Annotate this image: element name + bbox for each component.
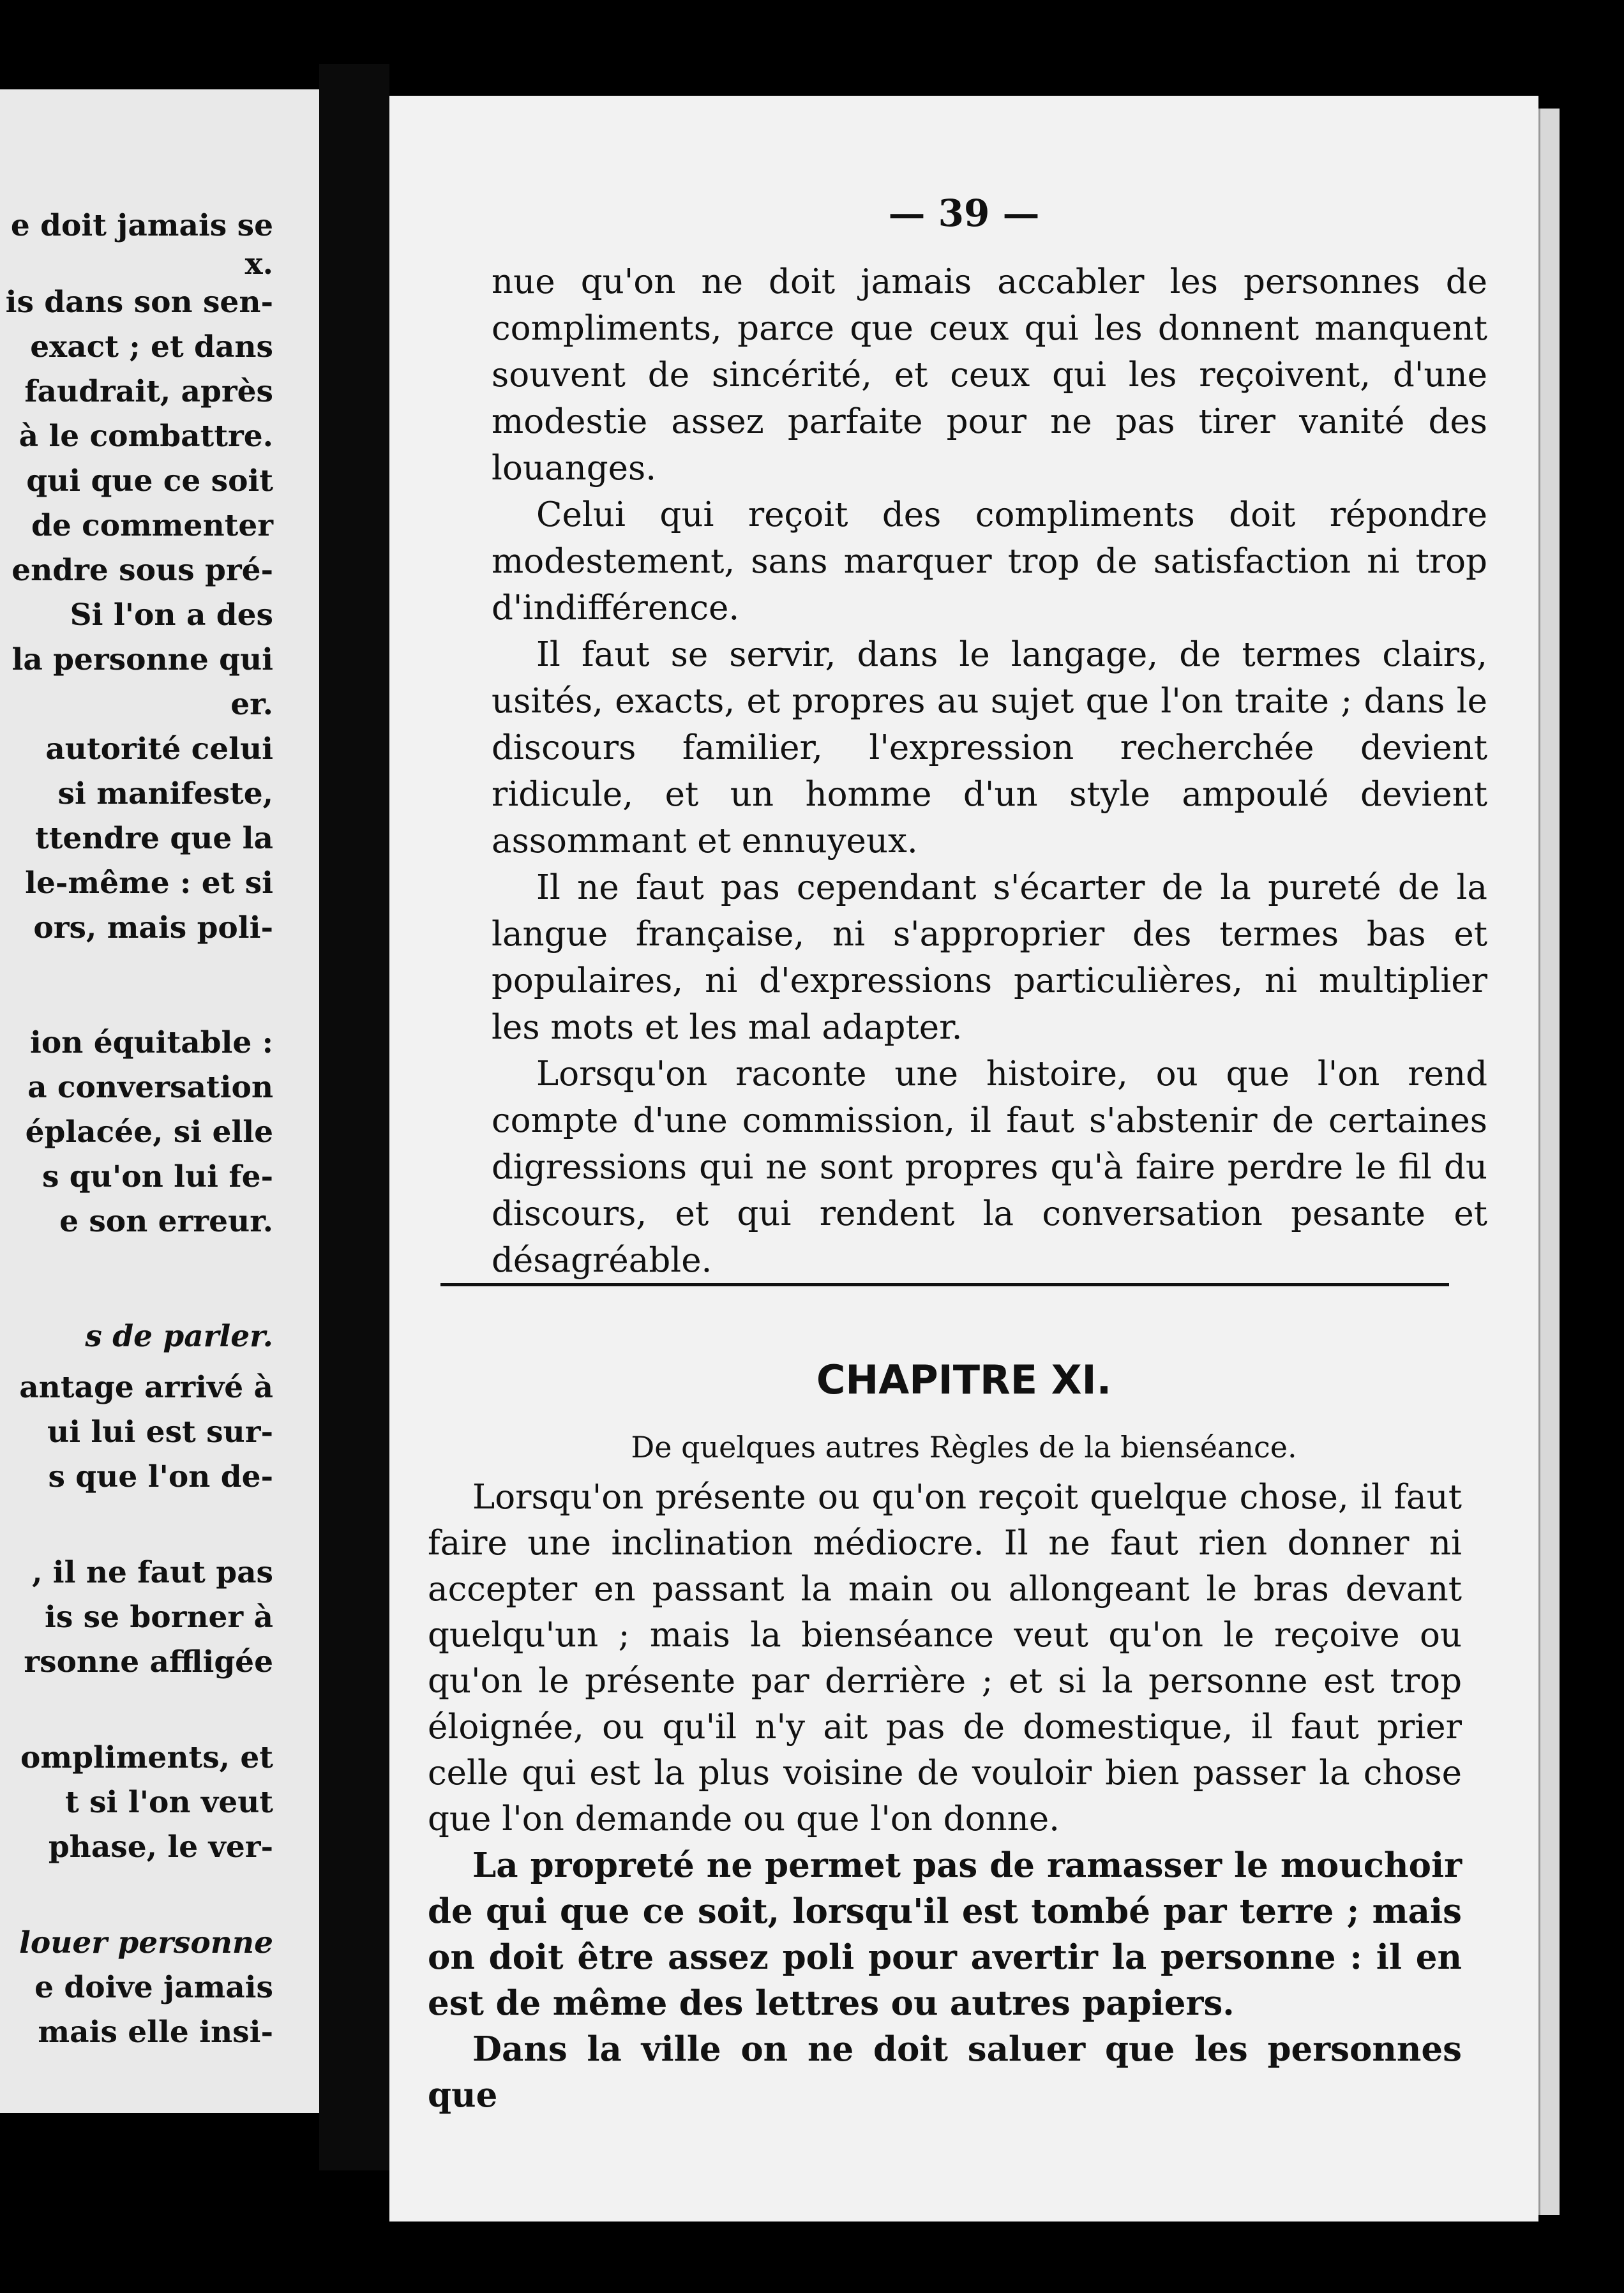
left-line: is se borner à (44, 1600, 273, 1635)
left-line: mais elle insi- (38, 2015, 273, 2050)
left-line: louer personne (19, 1925, 273, 1960)
left-line: e doive jamais (34, 1970, 273, 2005)
left-line: autorité celui (45, 732, 273, 767)
left-line: phase, le ver- (48, 1830, 273, 1865)
left-line: t si l'on veut (65, 1785, 273, 1820)
left-line: si manifeste, (57, 776, 273, 811)
paragraph: Celui qui reçoit des compliments doit répondre modestement, sans marquer trop de satisfaction ni trop d'indifférence. (492, 495, 1487, 628)
body-text-bottom (428, 1475, 1462, 2118)
left-line: s qu'on lui fe- (41, 1159, 273, 1194)
paragraph: La propreté ne permet pas de ramasser le mouchoir de qui que ce soit, lorsqu'il est tombé par terre ; mais on doit être assez poli pour avertir la personne : il en est de même des lettres ou autres papiers. (428, 1846, 1462, 2023)
left-line: is dans son sen- (5, 285, 273, 320)
paragraph: Lorsqu'on présente ou qu'on reçoit quelque chose, il faut faire une inclination médiocre. Il ne faut rien donner ni accepter en passant la main ou allongeant le bras devant quelqu'un ; mais la bienséance veut qu'on le reçoive ou qu'on le présente par derrière ; et si la personne est trop éloignée, ou qu'il n'y ait pas de domestique, il faut prier celle qui est la plus voisine de vouloir bien passer la chose que l'on demande ou que l'on donne. (428, 1478, 1462, 1838)
left-line: s de parler. (85, 1319, 273, 1354)
left-line: rsonne affligée (24, 1644, 273, 1680)
section-divider (440, 1283, 1449, 1286)
paragraph: Il faut se servir, dans le langage, de termes clairs, usités, exacts, et propres au sujet que l'on traite ; dans le discours familier, l'expression recherchée devient ridicule, et un homme d'un style ampoulé devient assommant et ennuyeux. (492, 635, 1487, 861)
paragraph: Lorsqu'on raconte une histoire, ou que l'on rend compte d'une commission, il faut s'abstenir de certaines digressions qui ne sont propres qu'à faire perdre le fil du discours, et qui rendent la conversation pesante et désagréable. (492, 1055, 1487, 1280)
left-line: le-même : et si (25, 866, 273, 901)
left-line: Si l'on a des (70, 598, 273, 633)
left-line: ui lui est sur- (47, 1415, 273, 1450)
left-line: faudrait, après (24, 374, 273, 409)
left-line: éplacée, si elle (25, 1115, 273, 1150)
left-line: er. (230, 687, 273, 722)
left-line: x. (244, 246, 273, 282)
left-line: s que l'on de- (48, 1459, 273, 1494)
left-line: exact ; et dans (30, 329, 273, 365)
page-number: — 39 — (888, 192, 1040, 235)
body-text-top (492, 259, 1487, 1284)
left-page (0, 89, 319, 2113)
chapter-title: CHAPITRE XI. (816, 1357, 1112, 1403)
page-edge (1538, 109, 1560, 2215)
left-line: , il ne faut pas (32, 1555, 273, 1590)
left-line: ompliments, et (20, 1740, 273, 1775)
paragraph: nue qu'on ne doit jamais accabler les personnes de compliments, parce que ceux qui les donnent manquent souvent de sincérité, et ceux qui les reçoivent, d'une modestie assez parfaite pour ne pas tirer vanité des louanges. (492, 262, 1487, 488)
left-line: qui que ce soit (26, 463, 273, 499)
chapter-subtitle: De quelques autres Règles de la bienséance. (631, 1430, 1297, 1464)
paragraph: Il ne faut pas cependant s'écarter de la pureté de la langue française, ni s'approprier des termes bas et populaires, ni d'expressions particulières, ni multiplier les mots et les mal adapter. (492, 868, 1487, 1047)
left-line: e son erreur. (59, 1204, 273, 1239)
left-line: a conversation (27, 1070, 273, 1105)
left-line: la personne qui (11, 642, 273, 677)
left-line: e doit jamais se (10, 208, 273, 243)
left-line: ors, mais poli- (33, 910, 273, 945)
left-line: ion équitable : (29, 1025, 273, 1060)
left-line: antage arrivé à (19, 1370, 273, 1405)
right-page (389, 96, 1538, 2222)
book-gutter (319, 64, 389, 2170)
left-line: endre sous pré- (11, 553, 273, 588)
left-line: ttendre que la (35, 821, 273, 856)
left-line: de commenter (31, 508, 273, 543)
left-line: à le combattre. (19, 419, 273, 454)
paragraph: Dans la ville on ne doit saluer que les personnes que (428, 2029, 1462, 2115)
